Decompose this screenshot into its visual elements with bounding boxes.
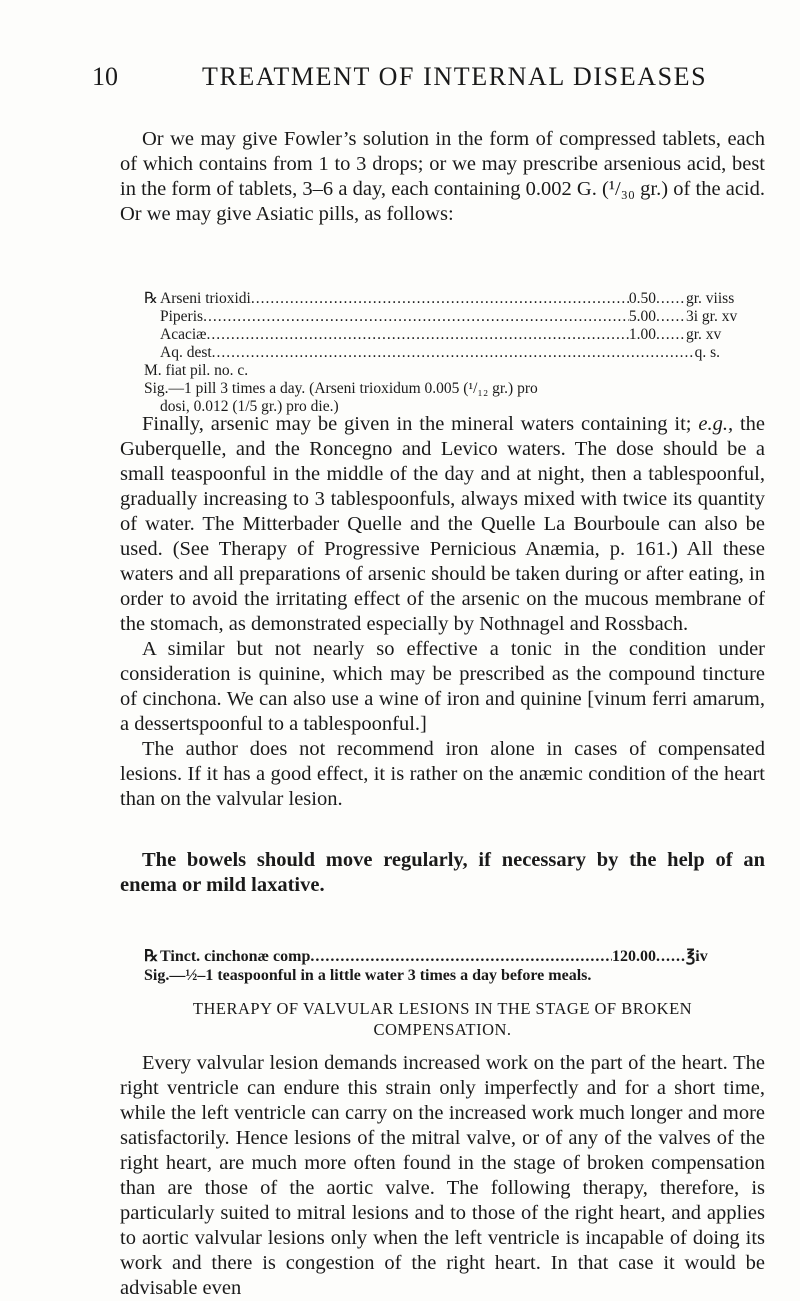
page-number: 10 [92, 62, 118, 91]
rx-apothecary: gr. viiss [686, 290, 735, 307]
rx-amount: 1.00 [628, 326, 656, 343]
page-header [92, 62, 764, 98]
rx-row [144, 308, 764, 326]
paragraph-iron: The author does not recommend iron alone in cases of compensated lesions. If it has a good effect, it is rather on the anæmic condition of the heart than on the valvular lesion. [120, 738, 765, 810]
dot-leader [212, 344, 695, 362]
rx-amount: 5.00 [628, 308, 656, 325]
dot-leader [656, 326, 686, 344]
rx-amount: 0.50 [628, 290, 656, 307]
dot-leader [656, 947, 686, 966]
running-head: TREATMENT OF INTERNAL DISEASES [202, 62, 708, 91]
rx-ingredient: Acaciæ [160, 326, 207, 343]
rx-apothecary: gr. xv [686, 326, 722, 343]
dot-leader [656, 308, 686, 326]
rx-sig-continued: dosi, 0.012 (1/5 gr.) pro die.) [160, 398, 339, 415]
rx-ingredient: Arseni trioxidi [160, 290, 251, 307]
rx-amount: 120.00 [612, 948, 656, 965]
rx-apothecary: 3i gr. xv [686, 308, 738, 325]
prescription-asiatic-pills [144, 290, 764, 416]
dot-leader [206, 326, 628, 344]
paragraph-bowels [120, 848, 765, 898]
dot-leader [656, 290, 686, 308]
rx-row [144, 344, 764, 362]
paragraph-text: Finally, arsenic may be given in the mineral waters containing it; e.g., the Guberquelle, and the Roncegno and Levico waters. The dose should be a small teaspoonful in the middle of the day and at night, then a tablespoonful, gradually increasing to 3 tablespoonfuls, always mixed with twice its quantity of water. The Mitterbader Quelle and the Quelle La Bourboule can also be used. (See Therapy of Progressive Pernicious Anæmia, p. 161.) All these waters and all preparations of arsenic should be taken during or after eating, in order to avoid the irritating effect of the arsenic on the mucous membrane of the stomach, as demonstrated especially by Nothnagel and Rossbach. [120, 413, 766, 635]
rx-sig: Sig.—½–1 teaspoonful in a little water 3 times a day before meals. [144, 967, 592, 984]
rx-ingredient: Aq. dest [160, 344, 212, 361]
rx-row [144, 290, 764, 308]
rx-symbol: ℞ [144, 948, 159, 965]
section-heading: THERAPY OF VALVULAR LESIONS IN THE STAGE OF BROKEN COMPENSATION. [192, 999, 693, 1039]
dot-leader [251, 290, 629, 308]
dot-leader [203, 308, 629, 326]
rx-ingredient: Tinct. cinchonæ comp [160, 948, 311, 965]
paragraph-quinine: A similar but not nearly so effective a tonic in the condition under consideration is quinine, which may be prescribed as the compound tincture of cinchona. We can also use a wine of iron and quinine [vinum ferri amarum, a dessertspoonful to a tablespoonful.] [120, 638, 765, 735]
rx-symbol: ℞ [144, 290, 158, 307]
rx-row [144, 326, 764, 344]
rx-row [144, 947, 764, 966]
rx-direction: M. fiat pil. no. c. [144, 362, 249, 379]
dot-leader [310, 947, 612, 966]
rx-apothecary: ℥iv [686, 948, 708, 965]
paragraph-text: The bowels should move regularly, if necessary by the help of an enema or mild laxative. [120, 849, 765, 896]
rx-apothecary: q. s. [694, 344, 720, 361]
rx-ingredient: Piperis [160, 308, 204, 325]
paragraph-broken-compensation: Every valvular lesion demands increased work on the part of the heart. The right ventricle can endure this strain only imperfectly and for a short time, while the left ventricle can carry on the increased work much longer and more satisfactorily. Hence lesions of the mitral valve, or of any of the valves of the right heart, are much more often found in the stage of broken compensation than are those of the aortic valve. The following therapy, therefore, is particularly suited to mitral lesions and to those of the right heart, and applies to aortic valvular lesions only when the left ventricle is incapable of doing its work and there is congestion of the right heart. In that case it would be advisable even [120, 1052, 765, 1299]
rx-sig: Sig.—1 pill 3 times a day. (Arseni trioxidum 0.005 (¹/₁₂ gr.) pro [144, 380, 538, 397]
paragraph-tablets: Or we may give Fowler’s solution in the form of compressed tablets, each of which contains from 1 to 3 drops; or we may prescribe arsenious acid, best in the form of tablets, 3–6 a day, each containing 0.002 G. (¹/₃₀ gr.) of the acid. Or we may give Asiatic pills, as follows: [120, 128, 765, 225]
paragraph-mineral-waters [120, 412, 765, 812]
prescription-cinchona [144, 947, 764, 985]
